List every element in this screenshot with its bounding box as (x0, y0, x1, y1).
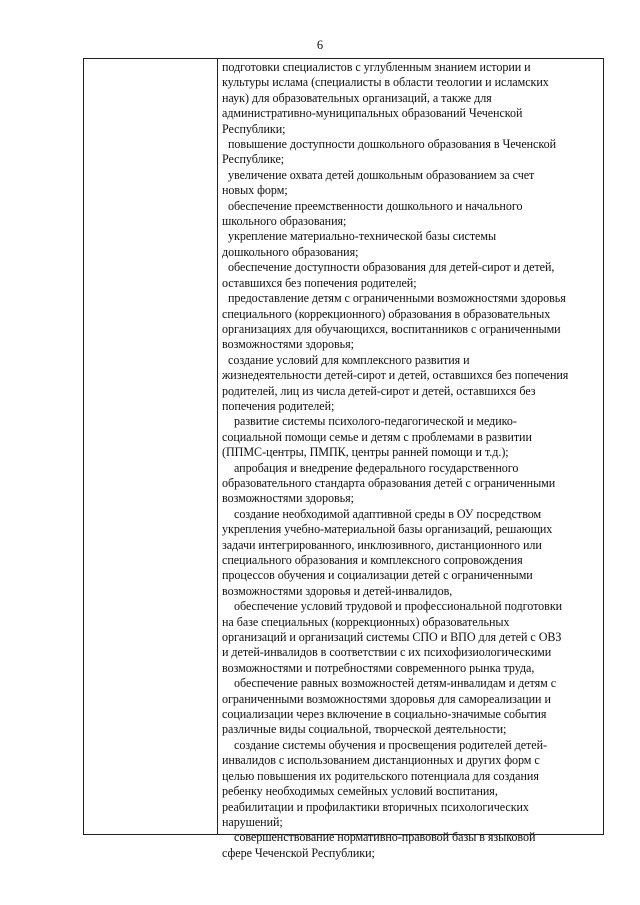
text-line: создание системы обучения и просвещения родителей детей- (234, 737, 548, 752)
text-line: родителей, лиц из числа детей-сирот и детей, оставшихся без (222, 383, 536, 398)
text-line: задачи интегрированного, инклюзивного, дистанционного или (222, 537, 542, 552)
text-line: Республики; (222, 121, 286, 136)
text-line: различные виды социальной, творческой деятельности; (222, 722, 507, 737)
text-line: сфере Чеченской Республики; (222, 845, 375, 860)
text-line: административно-муниципальных образований Чеченской (222, 106, 523, 121)
text-line: повышение доступности дошкольного образования в Чеченской (228, 137, 557, 152)
text-line: Республике; (222, 152, 285, 167)
text-line: предоставление детям с ограниченными возможностями здоровья (228, 291, 566, 306)
text-line: инвалидов с использованием дистанционных и других форм с (222, 753, 540, 768)
text-line: развитие системы психолого-педагогической и медико- (234, 414, 517, 429)
text-line: школьного образования; (222, 214, 347, 229)
text-line: реабилитации и профилактики вторичных психологических (222, 799, 529, 814)
text-line: процессов обучения и социализации детей с ограниченными (222, 568, 533, 583)
text-line: организациях для обучающихся, воспитанников с ограниченными (222, 321, 561, 336)
text-line: нарушений; (222, 814, 283, 829)
text-line: ограниченными возможностями здоровья для самореализации и (222, 691, 551, 706)
text-line: создание условий для комплексного развития и (228, 352, 470, 367)
text-line: дошкольного образования; (222, 244, 359, 259)
text-line: возможностями здоровья; (222, 337, 354, 352)
text-line: обеспечение условий трудовой и профессиональной подготовки (234, 599, 563, 614)
content-table (83, 58, 604, 860)
text-line: обеспечение равных возможностей детям-инвалидам и детям с (234, 676, 557, 691)
text-line: апробация и внедрение федерального государственного (234, 460, 519, 475)
text-line: совершенствование нормативно-правовой базы в языковой (234, 830, 536, 845)
text-line: подготовки специалистов с углубленным знанием истории и (222, 60, 531, 74)
text-line: на базе специальных (коррекционных) образовательных (222, 614, 510, 629)
text-line: новых форм; (222, 183, 288, 198)
text-line: увеличение охвата детей дошкольным образованием за счет (228, 167, 535, 182)
page-number: 6 (316, 38, 324, 52)
text-line: специального образования и комплексного сопровождения (222, 553, 523, 567)
text-line: обеспечение доступности образования для детей-сирот и детей, (228, 260, 555, 275)
text-line: попечения родителей; (222, 398, 335, 413)
text-line: социализации через включение в социально-значимые события (222, 707, 547, 722)
text-line: наук) для образовательных организаций, а также для (222, 90, 492, 105)
text-line: культуры ислама (специалисты в области теологии и исламских (222, 75, 549, 90)
text-line: специального (коррекционного) образования в образовательных (222, 306, 551, 321)
text-line: возможностями и потребностями современного рынка труда, (222, 660, 535, 675)
text-line: укрепление материально-технической базы системы (228, 229, 497, 244)
text-line: обеспечение преемственности дошкольного и начального (228, 198, 523, 213)
text-line: укрепления учебно-материальной базы организаций, решающих (222, 522, 553, 537)
text-line: образовательного стандарта образования детей с ограниченными (222, 475, 556, 490)
text-line: ребенку необходимых семейных условий воспитания, (222, 784, 498, 799)
text-line: возможностями здоровья и детей-инвалидов, (222, 583, 453, 598)
text-line: социальной помощи семье и детям с проблемами в развитии (222, 429, 532, 444)
text-line: и детей-инвалидов в соответствии с их психофизиологическими (222, 645, 552, 660)
text-line: организаций и организаций системы СПО и ВПО для детей с ОВЗ (222, 630, 562, 645)
text-line: возможностями здоровья; (222, 491, 354, 506)
text-line: (ППМС-центры, ПМПК, центры ранней помощи и т.д.); (222, 445, 509, 460)
text-line: оставшихся без попечения родителей; (222, 275, 417, 290)
text-line: жизнедеятельности детей-сирот и детей, оставшихся без попечения (222, 368, 569, 383)
text-line: целью повышения их родительского потенциала для создания (222, 768, 539, 783)
table-right-cell (222, 60, 602, 861)
text-line: создание необходимой адаптивной среды в ОУ посредством (234, 506, 542, 521)
table-left-cell (84, 59, 218, 834)
